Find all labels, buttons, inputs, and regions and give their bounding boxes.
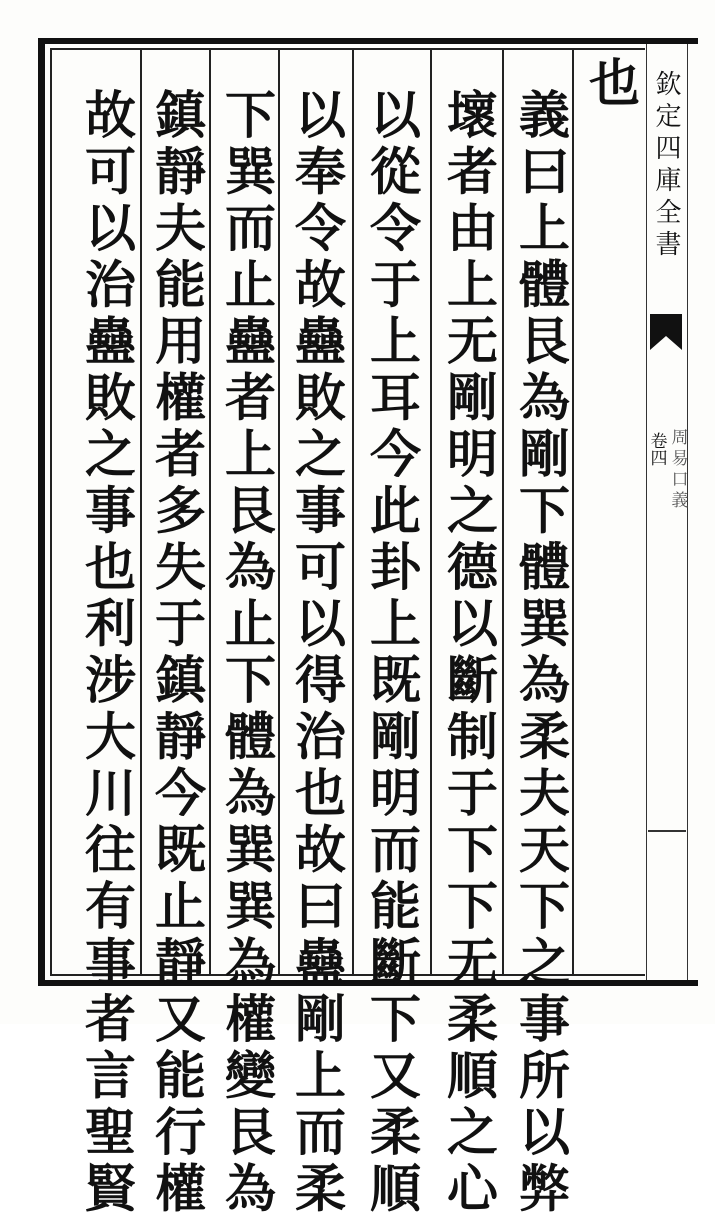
margin-book-name [666, 428, 688, 512]
margin-title-text: 欽定四庫全書 [651, 70, 681, 262]
column-text: 故可以治蠱敗之事也利涉大川往有事者言聖賢 [75, 88, 136, 1218]
margin-rule [648, 830, 686, 832]
column-text: 下巽而止蠱者上艮為止下體為巽巽為權變艮為 [215, 88, 276, 1218]
text-column-4 [355, 88, 425, 1218]
fishtail-mark-icon [648, 312, 684, 352]
margin-volume [644, 432, 668, 466]
column-divider [352, 50, 354, 974]
column-text: 義曰上體艮為剛下體巽為柔夫天下之事所以弊 [509, 88, 570, 1218]
column-text: 以從令于上耳今此卦上既剛明而能斷下又柔順 [360, 88, 421, 1218]
text-column-1 [574, 56, 644, 107]
margin-volume-text: 卷四 [646, 432, 667, 466]
text-column-6 [210, 88, 280, 1218]
column-text: 以奉令故蠱敗之事可以得治也故曰蠱剛上而柔 [285, 88, 346, 1218]
text-column-5 [280, 88, 350, 1218]
text-column-7 [140, 88, 210, 1218]
text-column-2 [504, 88, 574, 1218]
column-text: 也 [579, 56, 640, 107]
text-column-8 [70, 88, 140, 1218]
text-column-3 [432, 88, 502, 1218]
margin-book-name-text: 周易口義 [667, 428, 688, 512]
margin-book-title [645, 70, 687, 262]
margin-strip-border [687, 44, 688, 980]
column-text: 鎮靜夫能用權者多失于鎮靜今既止靜又能行權 [145, 88, 206, 1218]
column-text: 壞者由上无剛明之德以斷制于下下无柔順之心 [437, 88, 498, 1218]
